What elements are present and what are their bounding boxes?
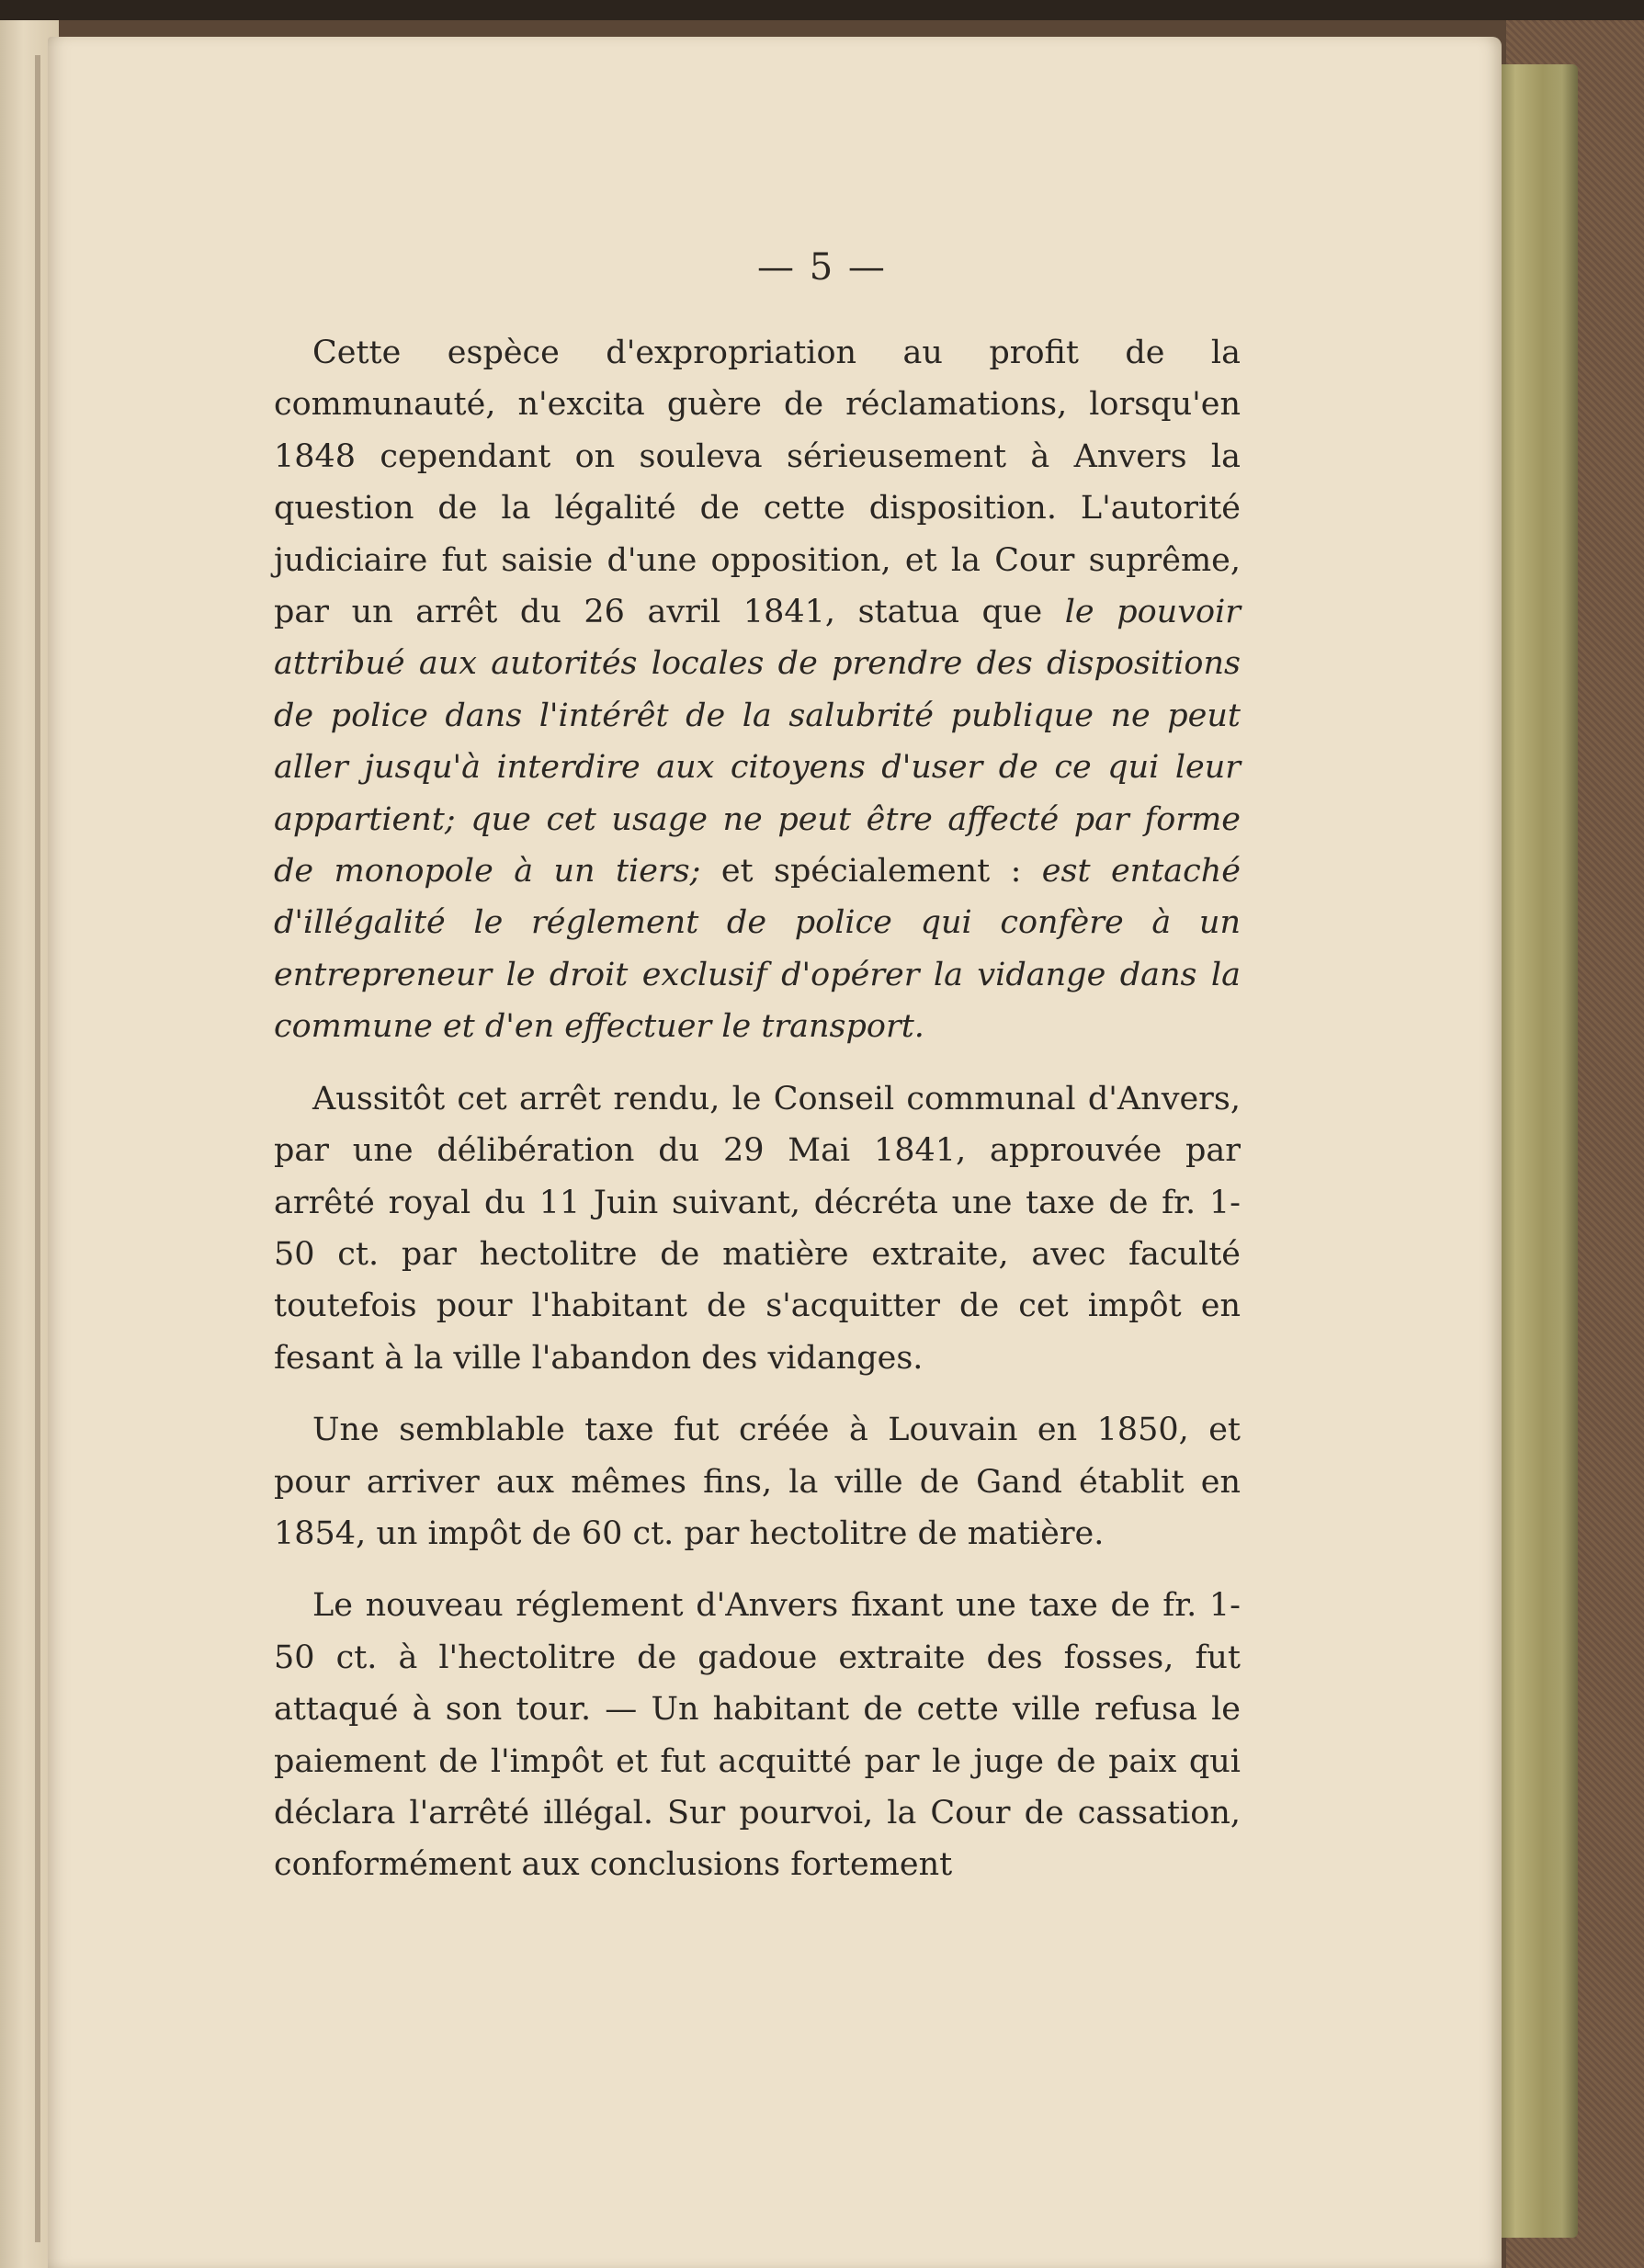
- text-run: Le nouveau réglement d'Anvers fixant une taxe de fr. 1-50 ct. à l'hectolitre de gadoue extraite des fosses, fut attaqué à son tour. — Un habitant de cette ville refusa le paiement de l'impôt et fut acquitté par le juge de paix qui déclara l'arrêté illégal. Sur pourvoi, la Cour de cassation, conformément aux conclusions fortement: [274, 1587, 1241, 1884]
- text-run: Aussitôt cet arrêt rendu, le Conseil communal d'Anvers, par une délibération du 29 Mai 1841, approuvée par arrêté royal du 11 Juin suivant, décréta une taxe de fr. 1-50 ct. par hectolitre de matière extraite, avec faculté toutefois pour l'habitant de s'acquitter de cet impôt en fesant à la ville l'abandon des vidanges.: [274, 1080, 1241, 1377]
- gutter-shadow-line: [35, 55, 40, 2242]
- paragraph: [274, 1580, 1241, 1890]
- text-run: Cette espèce d'expropriation au profit de la communauté, n'excita guère de réclamations, lorsqu'en 1848 cependant on souleva sérieusement à Anvers la question de la légalité de cette disposition. L'autorité judiciaire fut saisie d'une opposition, et la Cour suprême, par un arrêt du 26 avril 1841, statua que: [274, 335, 1241, 631]
- page-block-edges: [1500, 64, 1578, 2238]
- text-run: et spécialement :: [700, 853, 1042, 890]
- body-text: [274, 327, 1241, 1911]
- paragraph: [274, 1073, 1241, 1384]
- binding-top-strip: [0, 0, 1644, 20]
- italic-run: est entaché d'illégalité le réglement de police qui confère à un entrepreneur le droit exclusif d'opérer la vidange dans la commune et d'en effectuer le transport.: [274, 853, 1241, 1046]
- page-number: — 5 —: [757, 246, 887, 289]
- paragraph: [274, 327, 1241, 1053]
- paragraph: [274, 1404, 1241, 1559]
- text-run: Une semblable taxe fut créée à Louvain en 1850, et pour arriver aux mêmes fins, la ville de Gand établit en 1854, un impôt de 60 ct. par hectolitre de matière.: [274, 1412, 1241, 1552]
- italic-run: le pouvoir attribué aux autorités locales de prendre des dispositions de police dans l'intérêt de la salubrité publique ne peut aller jusqu'à interdire aux citoyens d'user de ce qui leur appartient; que cet usage ne peut être affecté par forme de monopole à un tiers;: [274, 594, 1241, 890]
